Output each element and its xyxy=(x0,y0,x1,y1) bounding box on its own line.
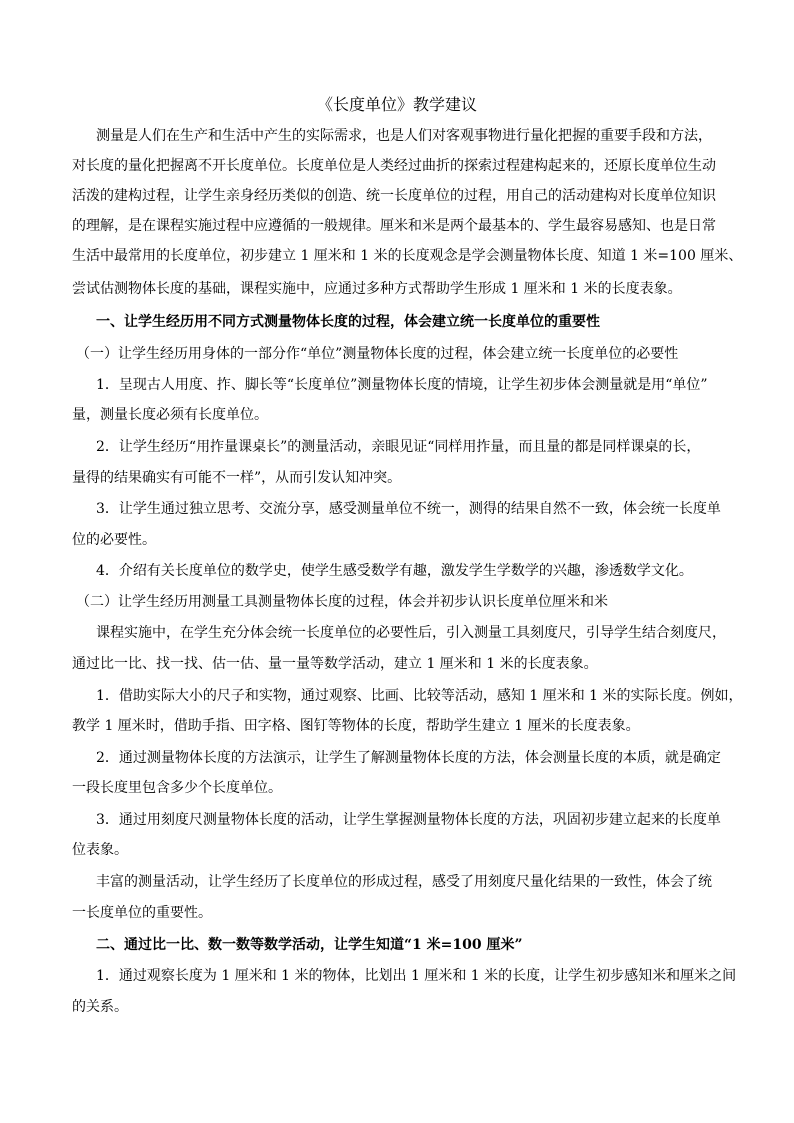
list-item-line: 1．通过观察长度为 1 厘米和 1 米的物体，比划出 1 厘米和 1 米的长度，让学生初步感知米和厘米之间 xyxy=(96,968,737,984)
list-item-line: 1．呈现古人用度、拃、脚长等“长度单位”测量物体长度的情境，让学生初步体会测量就是用“单位” xyxy=(96,377,708,393)
list-item-line: 位的必要性。 xyxy=(72,532,156,548)
list-item-line: 一段长度里包含多少个长度单位。 xyxy=(72,780,282,796)
list-item-line: 2．通过测量物体长度的方法演示，让学生了解测量物体长度的方法，体会测量长度的本质，就是确定 xyxy=(96,750,721,766)
paragraph-line: 测量是人们在生产和生活中产生的实际需求，也是人们对客观事物进行量化把握的重要手段和方法， xyxy=(96,128,712,144)
list-item-line: 2．让学生经历“用拃量课桌长”的测量活动，亲眼见证“同样用拃量，而且量的都是同样课桌的长， xyxy=(96,439,701,455)
list-item-line: 教学 1 厘米时，借助手指、田字格、图钉等物体的长度，帮助学生建立 1 厘米的长度表象。 xyxy=(72,718,640,734)
paragraph-line: 课程实施中，在学生充分体会统一长度单位的必要性后，引入测量工具刻度尺，引导学生结合刻度尺， xyxy=(96,625,726,641)
list-item-line: 量，测量长度必须有长度单位。 xyxy=(72,407,268,423)
paragraph-line: 的理解，是在课程实施过程中应遵循的一般规律。厘米和米是两个最基本的、学生最容易感知、也是日常 xyxy=(72,218,716,234)
document-title: 《长度单位》教学建议 xyxy=(316,95,477,114)
list-item-line: 4．介绍有关长度单位的数学史，使学生感受数学有趣，激发学生学数学的兴趣，渗透数学文化。 xyxy=(96,563,693,579)
paragraph-line: 活泼的建构过程，让学生亲身经历类似的创造、统一长度单位的过程，用自己的活动建构对长度单位知识 xyxy=(72,188,716,204)
paragraph-line: 生活中最常用的长度单位，初步建立 1 厘米和 1 米的长度观念是学会测量物体长度、知道 1 米=100 厘米、 xyxy=(72,248,743,264)
list-item-line: 的关系。 xyxy=(72,999,128,1015)
subsection-heading: （一）让学生经历用身体的一部分作“单位”测量物体长度的过程，体会建立统一长度单位的必要性 xyxy=(76,346,679,362)
subsection-heading: （二）让学生经历用测量工具测量物体长度的过程，体会并初步认识长度单位厘米和米 xyxy=(76,594,608,610)
list-item-line: 1．借助实际大小的尺子和实物，通过观察、比画、比较等活动，感知 1 厘米和 1 米的实际长度。例如， xyxy=(96,688,743,704)
paragraph-line: 丰富的测量活动，让学生经历了长度单位的形成过程，感受了用刻度尺量化结果的一致性，体会了统 xyxy=(96,874,712,890)
section-heading: 二、通过比一比、数一数等数学活动，让学生知道“1 米=100 厘米” xyxy=(96,937,523,953)
list-item-line: 3．通过用刻度尺测量物体长度的活动，让学生掌握测量物体长度的方法，巩固初步建立起来的长度单 xyxy=(96,812,721,828)
list-item-line: 位表象。 xyxy=(72,842,128,858)
paragraph-line: 对长度的量化把握离不开长度单位。长度单位是人类经过曲折的探索过程建构起来的，还原长度单位生动 xyxy=(72,158,716,174)
list-item-line: 3．让学生通过独立思考、交流分享，感受测量单位不统一，测得的结果自然不一致，体会统一长度单 xyxy=(96,501,721,517)
paragraph-line: 通过比一比、找一找、估一估、量一量等数学活动，建立 1 厘米和 1 米的长度表象。 xyxy=(72,656,598,672)
paragraph-line: 一长度单位的重要性。 xyxy=(72,905,212,921)
list-item-line: 量得的结果确实有可能不一样”，从而引发认知冲突。 xyxy=(72,470,402,486)
paragraph-line: 尝试估测物体长度的基础，课程实施中，应通过多种方式帮助学生形成 1 厘米和 1 米的长度表象。 xyxy=(72,281,682,297)
section-heading: 一、让学生经历用不同方式测量物体长度的过程，体会建立统一长度单位的重要性 xyxy=(96,314,600,330)
